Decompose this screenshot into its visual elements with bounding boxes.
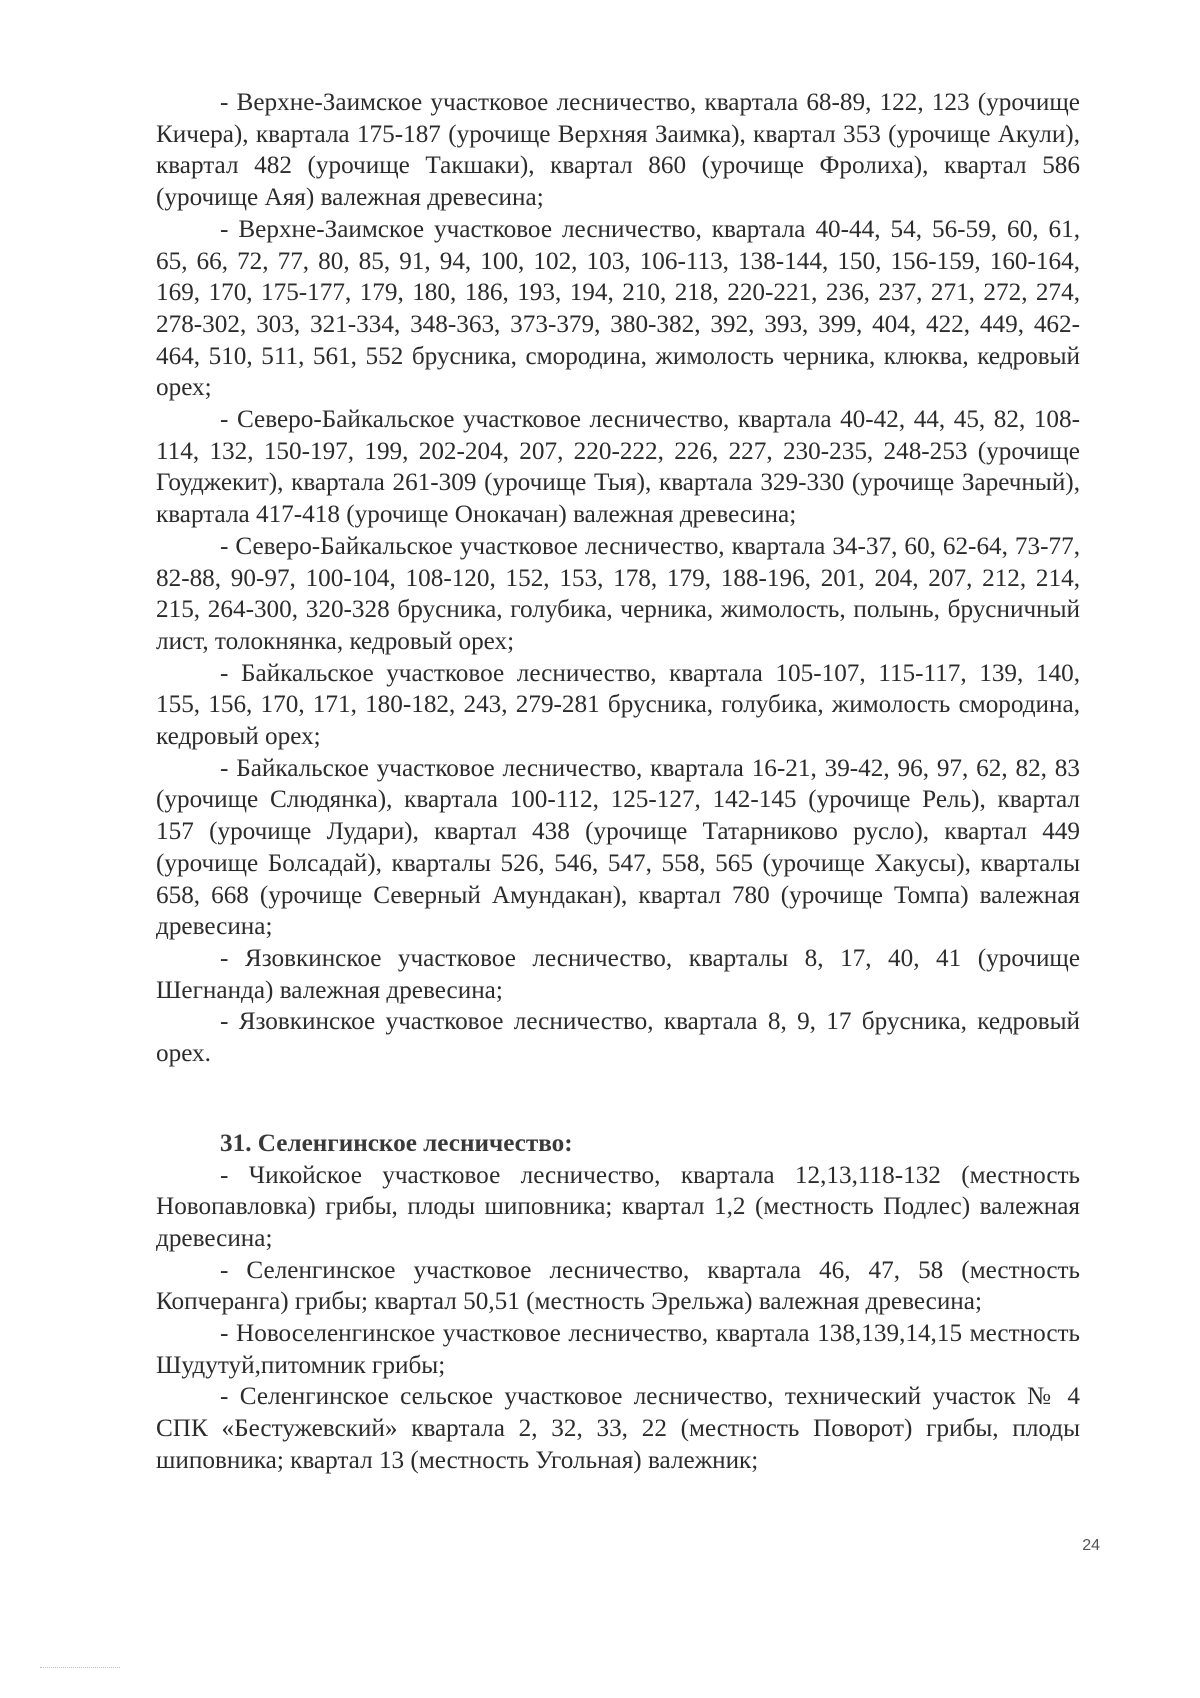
paragraph-severo-baikalskoe-berries: - Северо-Байкальское участковое лесничество, квартала 34-37, 60, 62-64, 73-77, 82-88, 90-97, 100-104, 108-120, 152, 153, 178, 179, 188-196, 201, 204, 207, 212, 214, 215, 264-300, 320-328 брусника, голубика, черника, жимолость, полынь, брусничный лист, толокнянка, кедровый орех;: [156, 532, 1080, 655]
paragraph-baikalskoe-deadwood: - Байкальское участковое лесничество, квартала 16-21, 39-42, 96, 97, 62, 82, 83 (урочище Слюдянка), квартала 100-112, 125-127, 142-145 (урочище Рель), квартал 157 (урочище Лудари), квартал 438 (урочище Татарниково русло), квартал 449 (урочище Болсадай), кварталы 526, 546, 547, 558, 565 (урочище Хакусы), кварталы 658, 668 (урочище Северный Амундакан), квартал 780 (урочище Томпа) валежная древесина;: [156, 754, 1080, 941]
paragraph-yazovkinskoe-deadwood: - Язовкинское участковое лесничество, кварталы 8, 17, 40, 41 (урочище Шегнанда) валежная древесина;: [156, 944, 1080, 1004]
paragraph-selenginskoe: - Селенгинское участковое лесничество, квартала 46, 47, 58 (местность Копчеранга) грибы; квартал 50,51 (местность Эрельжа) валежная древесина;: [156, 1256, 1080, 1316]
paragraph-verkhne-zaimskoe-berries: - Верхне-Заимское участковое лесничество, квартала 40-44, 54, 56-59, 60, 61, 65, 66, 72, 77, 80, 85, 91, 94, 100, 102, 103, 106-113, 138-144, 150, 156-159, 160-164, 169, 170, 175-177, 179, 180, 186, 193, 194, 210, 218, 220-221, 236, 237, 271, 272, 274, 278-302, 303, 321-334, 348-363, 373-379, 380-382, 392, 393, 399, 404, 422, 449, 462-464, 510, 511, 561, 552 брусника, смородина, жимолость черника, клюква, кедровый орех;: [156, 215, 1080, 402]
page-number: 24: [1082, 1537, 1100, 1554]
section-heading: 31. Селенгинское лесничество:: [220, 1129, 573, 1157]
paragraph-baikalskoe-berries: - Байкальское участковое лесничество, квартала 105-107, 115-117, 139, 140, 155, 156, 170, 171, 180-182, 243, 279-281 брусника, голубика, жимолость смородина, кедровый орех;: [156, 659, 1080, 751]
footer-divider: [40, 1667, 120, 1668]
document-body: [156, 87, 1080, 1477]
paragraph-yazovkinskoe-berries: - Язовкинское участковое лесничество, квартала 8, 9, 17 брусника, кедровый орех.: [156, 1008, 1080, 1068]
paragraph-severo-baikalskoe-deadwood: - Северо-Байкальское участковое лесничество, квартала 40-42, 44, 45, 82, 108-114, 132, 150-197, 199, 202-204, 207, 220-222, 226, 227, 230-235, 248-253 (урочище Гоуджекит), квартала 261-309 (урочище Тыя), квартала 329-330 (урочище Заречный), квартала 417-418 (урочище Онокачан) валежная древесина;: [156, 406, 1080, 529]
paragraph-verkhne-zaimskoe-deadwood: - Верхне-Заимское участковое лесничество, квартала 68-89, 122, 123 (урочище Кичера), квартала 175-187 (урочище Верхняя Заимка), квартал 353 (урочище Акули), квартал 482 (урочище Такшаки), квартал 860 (урочище Фролиха), квартал 586 (урочище Аяя) валежная древесина;: [156, 89, 1080, 212]
paragraph-chikoiskoe: - Чикойское участковое лесничество, квартала 12,13,118-132 (местность Новопавловка) грибы, плоды шиповника; квартал 1,2 (местность Подлес) валежная древесина;: [156, 1161, 1080, 1252]
section-spacer: [156, 1070, 1080, 1128]
paragraph-selenginskoe-selskoe: - Селенгинское сельское участковое лесничество, технический участок № 4 СПК «Бестужевский» квартала 2, 32, 33, 22 (местность Поворот) грибы, плоды шиповника; квартал 13 (местность Угольная) валежник;: [156, 1383, 1080, 1474]
paragraph-novoselenginskoe: - Новоселенгинское участковое лесничество, квартала 138,139,14,15 местность Шудутуй,питомник грибы;: [156, 1320, 1080, 1379]
